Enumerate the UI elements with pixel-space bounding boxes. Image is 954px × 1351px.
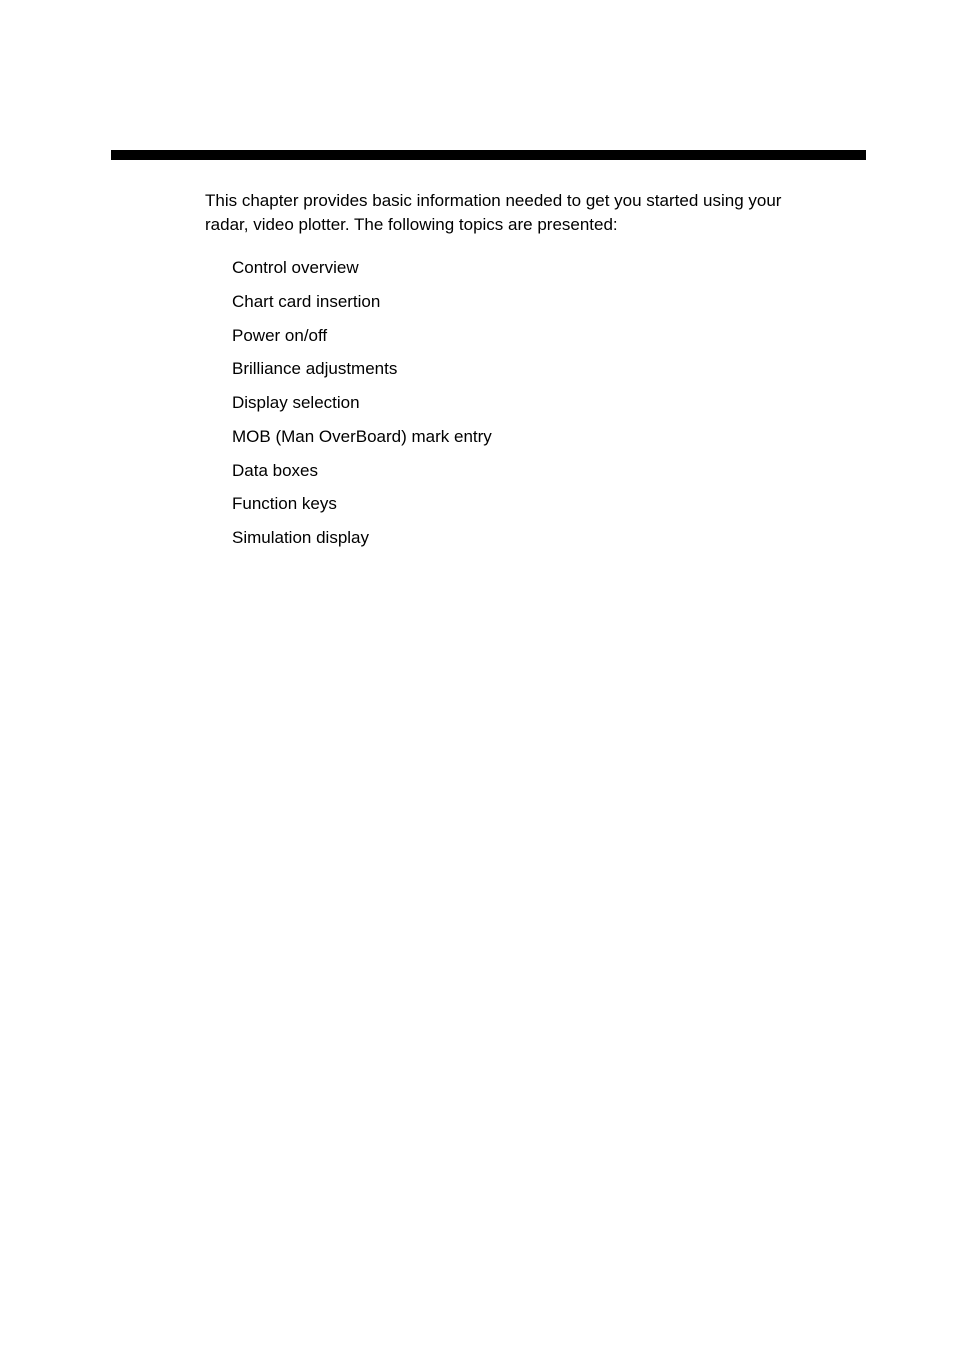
chapter-intro-paragraph	[205, 189, 845, 237]
intro-line-2: radar, video plotter. The following topics are presented:	[205, 215, 618, 234]
topic-item-power-on-off: Power on/off	[232, 325, 328, 345]
topic-list	[232, 256, 492, 560]
topic-item-display-selection: Display selection	[232, 393, 360, 412]
topic-item-data-boxes: Data boxes	[232, 460, 318, 480]
topic-item-control-overview: Control overview	[232, 258, 359, 277]
topic-item-mob-mark-entry: MOB (Man OverBoard) mark entry	[232, 426, 492, 446]
topic-item-chart-card-insertion: Chart card insertion	[232, 291, 381, 311]
topic-item-function-keys: Function keys	[232, 494, 337, 514]
chapter-header-rule	[111, 150, 866, 160]
intro-line-1: This chapter provides basic information needed to get you started using your	[205, 191, 782, 210]
topic-item-simulation-display: Simulation display	[232, 528, 370, 547]
topic-item-brilliance-adjustments: Brilliance adjustments	[232, 359, 398, 379]
